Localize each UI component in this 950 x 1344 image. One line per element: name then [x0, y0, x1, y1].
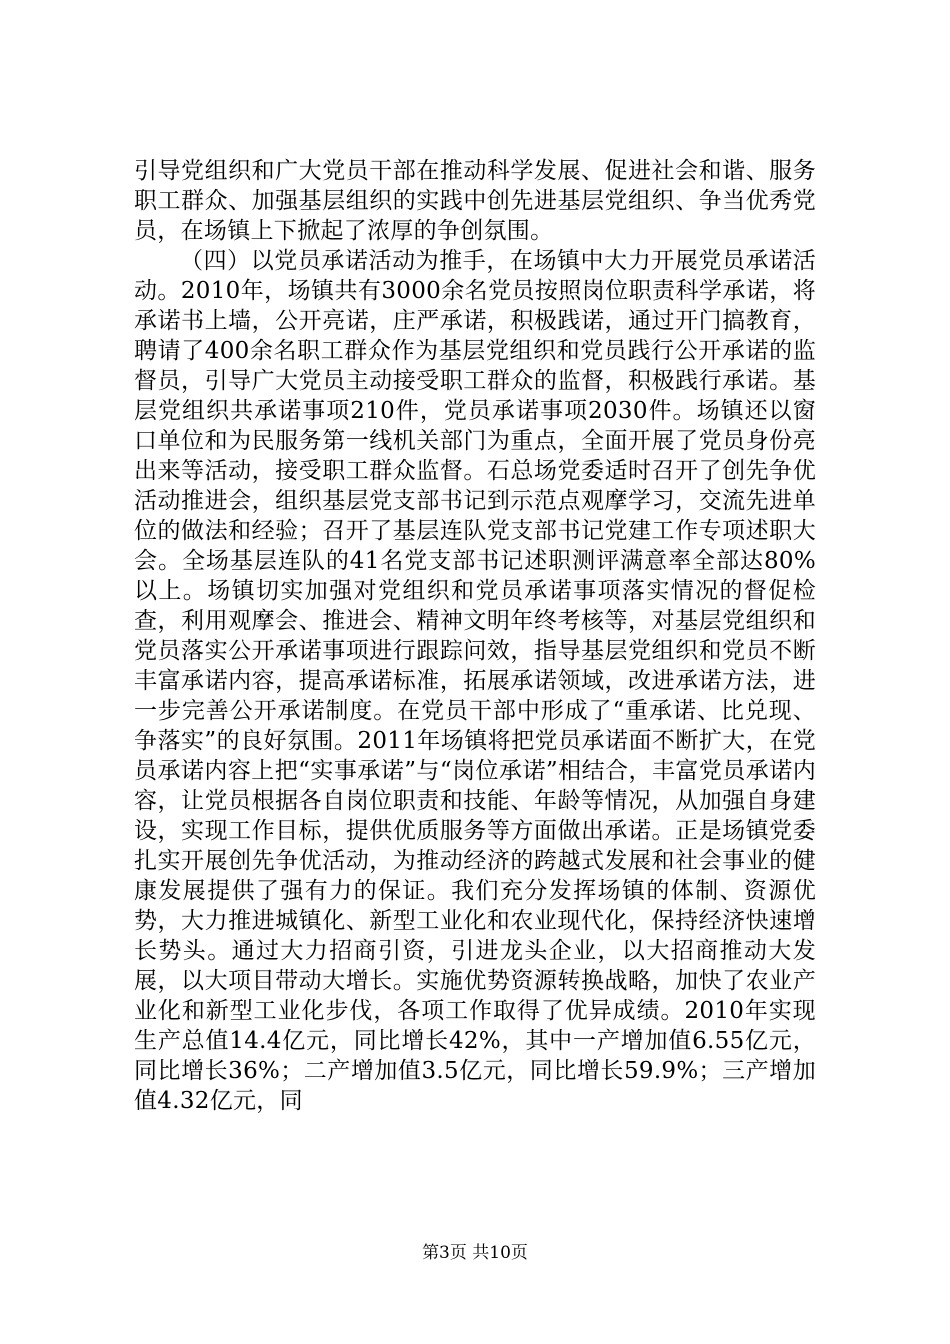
page-footer — [0, 1242, 950, 1264]
page-number-label: 第3页 共10页 — [422, 1243, 528, 1263]
paragraph-intro: 引导党组织和广大党员干部在推动科学发展、促进社会和谐、服务职工群众、加强基层组织的实践中创先进基层党组织、争当优秀党员，在场镇上下掀起了浓厚的争创氛围。 — [134, 158, 816, 244]
paragraph-section-four: （四）以党员承诺活动为推手，在场镇中大力开展党员承诺活动。2010年，场镇共有3000余名党员按照岗位职责科学承诺，将承诺书上墙，公开亮诺，庄严承诺，积极践诺，通过开门搞教育，聘请了400余名职工群众作为基层党组织和党员践行公开承诺的监督员，引导广大党员主动接受职工群众的监督，积极践行承诺。基层党组织共承诺事项210件，党员承诺事项2030件。场镇还以窗口单位和为民服务第一线机关部门为重点，全面开展了党员身份亮出来等活动，接受职工群众监督。石总场党委适时召开了创先争优活动推进会，组织基层党支部书记到示范点观摩学习，交流先进单位的做法和经验；召开了基层连队党支部书记党建工作专项述职大会。全场基层连队的41名党支部书记述职测评满意率全部达80%以上。场镇切实加强对党组织和党员承诺事项落实情况的督促检查，利用观摩会、推进会、精神文明年终考核等，对基层党组织和党员落实公开承诺事项进行跟踪问效，指导基层党组织和党员不断丰富承诺内容，提高承诺标准，拓展承诺领域，改进承诺方法，进一步完善公开承诺制度。在党员干部中形成了“重承诺、比兑现、争落实”的良好氛围。2011年场镇将把党员承诺面不断扩大，在党员承诺内容上把“实事承诺”与“岗位承诺”相结合，丰富党员承诺内容，让党员根据各自岗位职责和技能、年龄等情况，从加强自身建设，实现工作目标，提供优质服务等方面做出承诺。正是场镇党委扎实开展创先争优活动，为推动经济的跨越式发展和社会事业的健康发展提供了强有力的保证。我们充分发挥场镇的体制、资源优势，大力推进城镇化、新型工业化和农业现代化，保持经济快速增长势头。通过大力招商引资，引进龙头企业，以大招商推动大发展，以大项目带动大增长。实施优势资源转换战略，加快了农业产业化和新型工业化步伐，各项工作取得了优异成绩。2010年实现生产总值14.4亿元，同比增长42%，其中一产增加值6.55亿元，同比增长36%；二产增加值3.5亿元，同比增长59.9%；三产增加值4.32亿元，同 — [134, 248, 816, 1114]
document-body — [134, 156, 816, 1116]
